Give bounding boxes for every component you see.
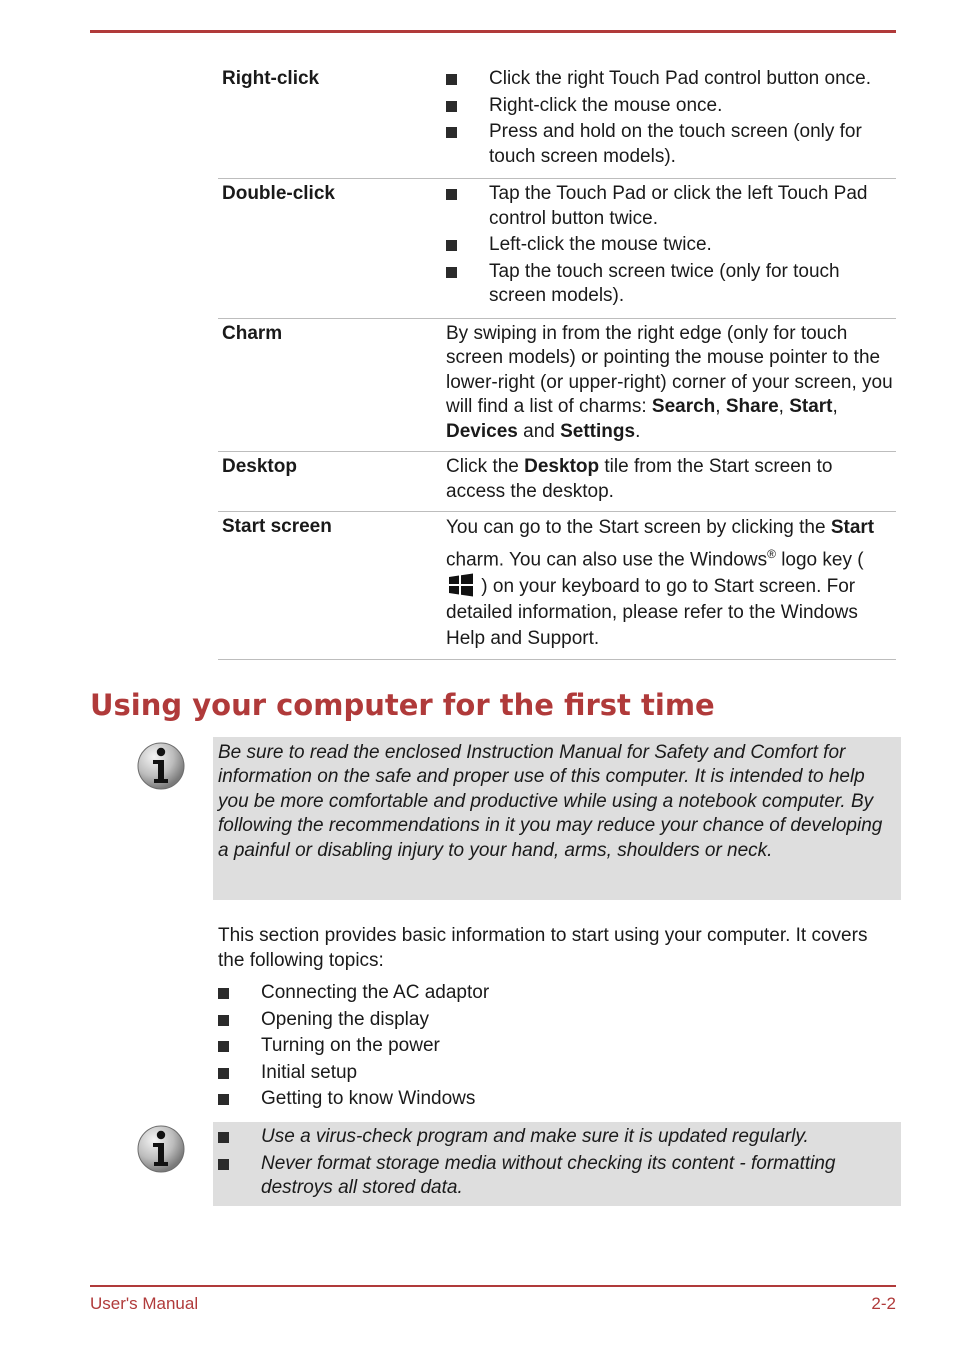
charm-description: By swiping in from the right edge (only for touch screen models) or pointing the mouse pointer to the lower-right (or upper-right) corner of your screen, you will find a list of charms: Search, Share, Start, Devices and Settings.: [446, 322, 893, 442]
table-row: [218, 65, 896, 179]
header-rule: [90, 30, 896, 33]
desktop-description: Click the Desktop tile from the Start screen to access the desktop.: [446, 456, 833, 502]
table-row: [218, 179, 896, 319]
list-item: Left-click the mouse twice.: [446, 233, 896, 258]
table-row: [218, 319, 896, 453]
info-icon: [136, 741, 186, 791]
term-double-click: Double-click: [222, 183, 335, 204]
bullet-list: [446, 67, 896, 169]
list-item: Tap the touch screen twice (only for touch screen models).: [446, 260, 896, 309]
list-item: Opening the display: [218, 1008, 898, 1033]
section-title: Using your computer for the first time: [90, 688, 715, 722]
page-number: 2-2: [871, 1294, 896, 1313]
intro-paragraph: This section provides basic information to start using your computer. It covers the following topics:: [218, 925, 868, 971]
list-item: Turning on the power: [218, 1034, 898, 1059]
list-item: Click the right Touch Pad control button once.: [446, 67, 896, 92]
list-item: Press and hold on the touch screen (only for touch screen models).: [446, 120, 896, 169]
list-item: Getting to know Windows: [218, 1087, 898, 1112]
warning-note: [213, 1122, 901, 1206]
topics-list: [218, 981, 898, 1114]
info-icon: [136, 1124, 186, 1174]
warning-list: [213, 1122, 901, 1201]
bullet-list: [446, 182, 896, 309]
terms-table: [218, 65, 896, 660]
table-row: [218, 452, 896, 512]
term-charm: Charm: [222, 322, 283, 344]
term-desktop: Desktop: [222, 456, 297, 477]
safety-note-text: Be sure to read the enclosed Instruction Manual for Safety and Comfort for information on the safe and proper use of this computer. It is intended to help you be more comfortable and productive while using a notebook computer. By following the recommendations in it you may reduce your chance of developing a painful or disabling injury to your hand, arms, shoulders or neck.: [218, 742, 883, 861]
list-item: Never format storage media without checking its content - formatting destroys all stored data.: [218, 1152, 901, 1201]
list-item: Use a virus-check program and make sure it is updated regularly.: [218, 1125, 901, 1150]
list-item: Connecting the AC adaptor: [218, 981, 898, 1006]
term-right-click: Right-click: [222, 68, 320, 89]
safety-note: [213, 737, 901, 900]
list-item: Initial setup: [218, 1061, 898, 1086]
list-item: Right-click the mouse once.: [446, 94, 896, 119]
term-start-screen: Start screen: [222, 516, 332, 537]
footer-title: User's Manual: [90, 1294, 199, 1313]
list-item: Tap the Touch Pad or click the left Touch Pad control button twice.: [446, 182, 896, 231]
footer-rule: [90, 1285, 896, 1287]
windows-logo-icon: [448, 573, 474, 597]
table-row: [218, 512, 896, 660]
start-screen-description: You can go to the Start screen by clicking the Start charm. You can also use the Windows® logo key ( ) on your keyboard to go to Start screen. For detailed information, please refer to the Windows Help and Support.: [446, 517, 875, 650]
